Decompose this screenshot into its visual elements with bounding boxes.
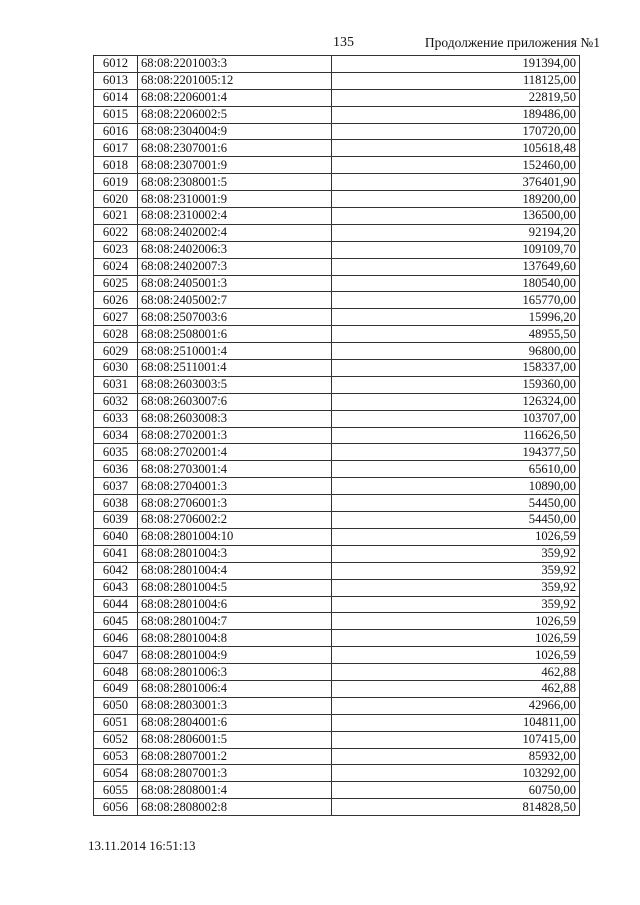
value-cell: 92194,20 <box>332 224 580 241</box>
cadastral-value-table <box>93 55 580 816</box>
cadastral-number-cell: 68:08:2603007:6 <box>138 393 332 410</box>
row-number-cell: 6037 <box>94 478 138 495</box>
cadastral-number-cell: 68:08:2405001:3 <box>138 275 332 292</box>
row-number-cell: 6050 <box>94 697 138 714</box>
value-cell: 189486,00 <box>332 106 580 123</box>
cadastral-number-cell: 68:08:2807001:2 <box>138 748 332 765</box>
table-row <box>94 765 580 782</box>
table-row <box>94 731 580 748</box>
row-number-cell: 6024 <box>94 258 138 275</box>
cadastral-number-cell: 68:08:2310001:9 <box>138 191 332 208</box>
row-number-cell: 6044 <box>94 596 138 613</box>
value-cell: 137649,60 <box>332 258 580 275</box>
value-cell: 107415,00 <box>332 731 580 748</box>
table-row <box>94 697 580 714</box>
table-row <box>94 596 580 613</box>
print-timestamp: 13.11.2014 16:51:13 <box>88 838 196 853</box>
cadastral-number-cell: 68:08:2508001:6 <box>138 326 332 343</box>
cadastral-number-cell: 68:08:2801004:5 <box>138 579 332 596</box>
table-row <box>94 799 580 816</box>
value-cell: 10890,00 <box>332 478 580 495</box>
value-cell: 814828,50 <box>332 799 580 816</box>
cadastral-number-cell: 68:08:2702001:3 <box>138 427 332 444</box>
value-cell: 359,92 <box>332 562 580 579</box>
value-cell: 158337,00 <box>332 360 580 377</box>
row-number-cell: 6012 <box>94 56 138 73</box>
table-row <box>94 427 580 444</box>
table-row <box>94 495 580 512</box>
cadastral-number-cell: 68:08:2703001:4 <box>138 461 332 478</box>
value-cell: 1026,59 <box>332 647 580 664</box>
row-number-cell: 6038 <box>94 495 138 512</box>
table-row <box>94 512 580 529</box>
page-number: 135 <box>333 35 354 50</box>
row-number-cell: 6041 <box>94 545 138 562</box>
table-row <box>94 545 580 562</box>
row-number-cell: 6034 <box>94 427 138 444</box>
table-row <box>94 782 580 799</box>
cadastral-number-cell: 68:08:2307001:9 <box>138 157 332 174</box>
row-number-cell: 6051 <box>94 714 138 731</box>
cadastral-number-cell: 68:08:2801004:10 <box>138 528 332 545</box>
value-cell: 191394,00 <box>332 56 580 73</box>
row-number-cell: 6039 <box>94 512 138 529</box>
table-row <box>94 292 580 309</box>
table-row <box>94 528 580 545</box>
row-number-cell: 6019 <box>94 174 138 191</box>
row-number-cell: 6033 <box>94 410 138 427</box>
cadastral-number-cell: 68:08:2307001:6 <box>138 140 332 157</box>
table-row <box>94 613 580 630</box>
table-row <box>94 106 580 123</box>
row-number-cell: 6053 <box>94 748 138 765</box>
value-cell: 1026,59 <box>332 630 580 647</box>
table-row <box>94 275 580 292</box>
value-cell: 22819,50 <box>332 89 580 106</box>
row-number-cell: 6036 <box>94 461 138 478</box>
table-row <box>94 393 580 410</box>
table-row <box>94 664 580 681</box>
row-number-cell: 6013 <box>94 72 138 89</box>
table-row <box>94 562 580 579</box>
row-number-cell: 6046 <box>94 630 138 647</box>
value-cell: 189200,00 <box>332 191 580 208</box>
cadastral-number-cell: 68:08:2603003:5 <box>138 376 332 393</box>
value-cell: 462,88 <box>332 680 580 697</box>
row-number-cell: 6017 <box>94 140 138 157</box>
row-number-cell: 6040 <box>94 528 138 545</box>
table-row <box>94 680 580 697</box>
value-cell: 85932,00 <box>332 748 580 765</box>
table-row <box>94 326 580 343</box>
row-number-cell: 6025 <box>94 275 138 292</box>
table-row <box>94 258 580 275</box>
row-number-cell: 6031 <box>94 376 138 393</box>
cadastral-number-cell: 68:08:2801006:4 <box>138 680 332 697</box>
cadastral-number-cell: 68:08:2304004:9 <box>138 123 332 140</box>
row-number-cell: 6048 <box>94 664 138 681</box>
cadastral-number-cell: 68:08:2801004:8 <box>138 630 332 647</box>
cadastral-number-cell: 68:08:2201003:3 <box>138 56 332 73</box>
table-body <box>94 56 580 816</box>
table-row <box>94 647 580 664</box>
table-row <box>94 191 580 208</box>
value-cell: 180540,00 <box>332 275 580 292</box>
cadastral-number-cell: 68:08:2402007:3 <box>138 258 332 275</box>
row-number-cell: 6052 <box>94 731 138 748</box>
table-row <box>94 309 580 326</box>
cadastral-number-cell: 68:08:2702001:4 <box>138 444 332 461</box>
cadastral-number-cell: 68:08:2807001:3 <box>138 765 332 782</box>
cadastral-number-cell: 68:08:2801004:9 <box>138 647 332 664</box>
cadastral-number-cell: 68:08:2801004:6 <box>138 596 332 613</box>
table-row <box>94 376 580 393</box>
table-row <box>94 444 580 461</box>
row-number-cell: 6042 <box>94 562 138 579</box>
cadastral-number-cell: 68:08:2206001:4 <box>138 89 332 106</box>
value-cell: 1026,59 <box>332 613 580 630</box>
table-row <box>94 461 580 478</box>
cadastral-number-cell: 68:08:2405002:7 <box>138 292 332 309</box>
row-number-cell: 6028 <box>94 326 138 343</box>
table-row <box>94 630 580 647</box>
value-cell: 60750,00 <box>332 782 580 799</box>
cadastral-number-cell: 68:08:2310002:4 <box>138 208 332 225</box>
cadastral-number-cell: 68:08:2510001:4 <box>138 343 332 360</box>
value-cell: 109109,70 <box>332 241 580 258</box>
row-number-cell: 6026 <box>94 292 138 309</box>
cadastral-number-cell: 68:08:2803001:3 <box>138 697 332 714</box>
table-row <box>94 89 580 106</box>
value-cell: 126324,00 <box>332 393 580 410</box>
cadastral-number-cell: 68:08:2201005:12 <box>138 72 332 89</box>
cadastral-number-cell: 68:08:2507003:6 <box>138 309 332 326</box>
table-row <box>94 343 580 360</box>
cadastral-number-cell: 68:08:2804001:6 <box>138 714 332 731</box>
row-number-cell: 6045 <box>94 613 138 630</box>
cadastral-number-cell: 68:08:2511001:4 <box>138 360 332 377</box>
cadastral-number-cell: 68:08:2801004:3 <box>138 545 332 562</box>
cadastral-number-cell: 68:08:2206002:5 <box>138 106 332 123</box>
row-number-cell: 6032 <box>94 393 138 410</box>
row-number-cell: 6022 <box>94 224 138 241</box>
table-row <box>94 208 580 225</box>
cadastral-number-cell: 68:08:2706002:2 <box>138 512 332 529</box>
table-row <box>94 72 580 89</box>
table-row <box>94 579 580 596</box>
value-cell: 165770,00 <box>332 292 580 309</box>
value-cell: 359,92 <box>332 596 580 613</box>
value-cell: 96800,00 <box>332 343 580 360</box>
value-cell: 48955,50 <box>332 326 580 343</box>
row-number-cell: 6030 <box>94 360 138 377</box>
table-row <box>94 714 580 731</box>
row-number-cell: 6035 <box>94 444 138 461</box>
appendix-continuation-note: Продолжение приложения №1 <box>424 35 600 50</box>
row-number-cell: 6027 <box>94 309 138 326</box>
value-cell: 462,88 <box>332 664 580 681</box>
cadastral-number-cell: 68:08:2402002:4 <box>138 224 332 241</box>
value-cell: 194377,50 <box>332 444 580 461</box>
cadastral-number-cell: 68:08:2801004:7 <box>138 613 332 630</box>
table-row <box>94 224 580 241</box>
cadastral-number-cell: 68:08:2402006:3 <box>138 241 332 258</box>
table-row <box>94 123 580 140</box>
cadastral-number-cell: 68:08:2706001:3 <box>138 495 332 512</box>
table-row <box>94 174 580 191</box>
value-cell: 136500,00 <box>332 208 580 225</box>
cadastral-number-cell: 68:08:2704001:3 <box>138 478 332 495</box>
row-number-cell: 6015 <box>94 106 138 123</box>
cadastral-number-cell: 68:08:2808001:4 <box>138 782 332 799</box>
row-number-cell: 6014 <box>94 89 138 106</box>
table-row <box>94 241 580 258</box>
row-number-cell: 6049 <box>94 680 138 697</box>
value-cell: 103707,00 <box>332 410 580 427</box>
value-cell: 105618,48 <box>332 140 580 157</box>
row-number-cell: 6016 <box>94 123 138 140</box>
value-cell: 54450,00 <box>332 495 580 512</box>
value-cell: 170720,00 <box>332 123 580 140</box>
table-row <box>94 748 580 765</box>
row-number-cell: 6055 <box>94 782 138 799</box>
value-cell: 103292,00 <box>332 765 580 782</box>
table-row <box>94 157 580 174</box>
cadastral-number-cell: 68:08:2308001:5 <box>138 174 332 191</box>
value-cell: 359,92 <box>332 545 580 562</box>
value-cell: 65610,00 <box>332 461 580 478</box>
table-row <box>94 478 580 495</box>
value-cell: 116626,50 <box>332 427 580 444</box>
table-row <box>94 56 580 73</box>
value-cell: 359,92 <box>332 579 580 596</box>
value-cell: 15996,20 <box>332 309 580 326</box>
value-cell: 159360,00 <box>332 376 580 393</box>
cadastral-number-cell: 68:08:2801004:4 <box>138 562 332 579</box>
cadastral-number-cell: 68:08:2806001:5 <box>138 731 332 748</box>
value-cell: 54450,00 <box>332 512 580 529</box>
row-number-cell: 6056 <box>94 799 138 816</box>
table-row <box>94 410 580 427</box>
row-number-cell: 6054 <box>94 765 138 782</box>
value-cell: 104811,00 <box>332 714 580 731</box>
row-number-cell: 6020 <box>94 191 138 208</box>
row-number-cell: 6047 <box>94 647 138 664</box>
cadastral-number-cell: 68:08:2801006:3 <box>138 664 332 681</box>
cadastral-number-cell: 68:08:2808002:8 <box>138 799 332 816</box>
value-cell: 42966,00 <box>332 697 580 714</box>
row-number-cell: 6029 <box>94 343 138 360</box>
value-cell: 376401,90 <box>332 174 580 191</box>
row-number-cell: 6043 <box>94 579 138 596</box>
value-cell: 118125,00 <box>332 72 580 89</box>
table-row <box>94 360 580 377</box>
row-number-cell: 6021 <box>94 208 138 225</box>
row-number-cell: 6018 <box>94 157 138 174</box>
value-cell: 152460,00 <box>332 157 580 174</box>
row-number-cell: 6023 <box>94 241 138 258</box>
value-cell: 1026,59 <box>332 528 580 545</box>
cadastral-number-cell: 68:08:2603008:3 <box>138 410 332 427</box>
table-row <box>94 140 580 157</box>
